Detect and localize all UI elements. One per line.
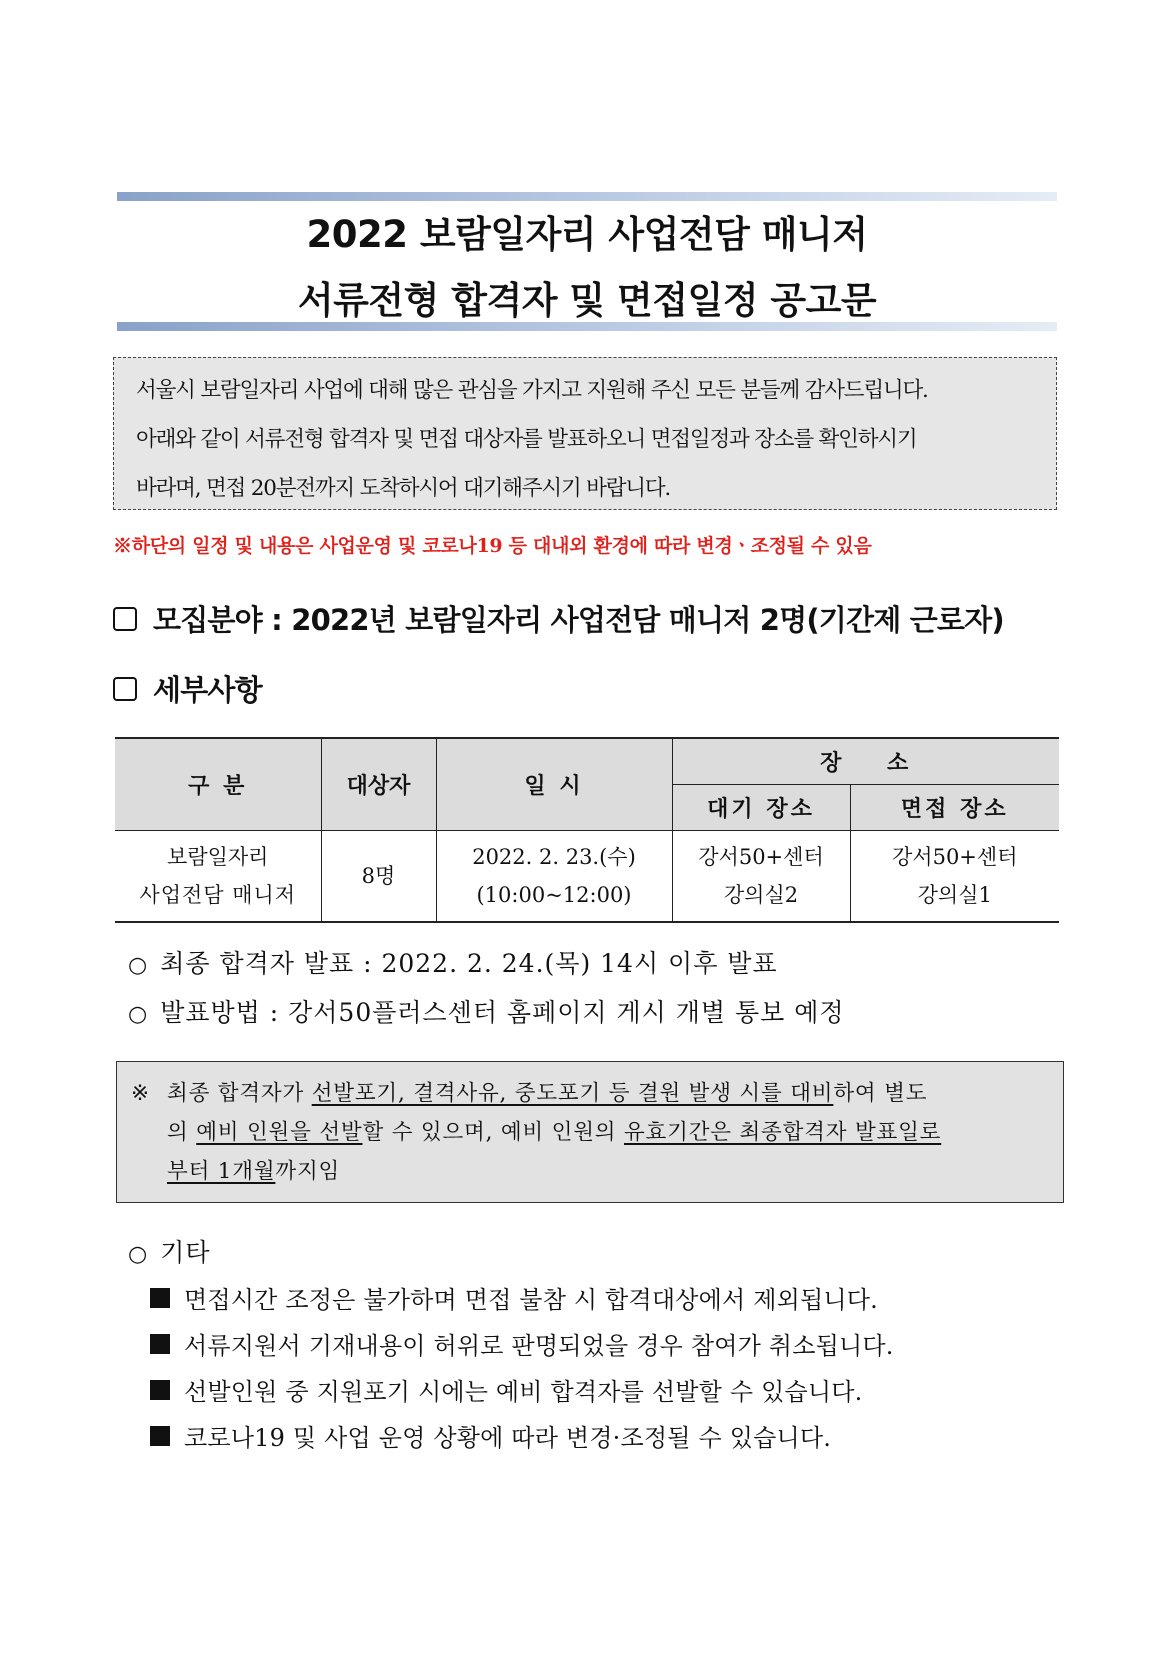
list-item: 면접시간 조정은 불가하며 면접 불참 시 합격대상에서 제외됩니다.	[150, 1280, 878, 1315]
section-detail	[113, 668, 262, 709]
intro-line-1: 서울시 보람일자리 사업에 대해 많은 관심을 가지고 지원해 주신 모든 분들께 감사드립니다.	[136, 378, 928, 403]
header-interview-place: 면접 장소	[850, 785, 1059, 831]
square-bullet-icon	[150, 1380, 170, 1400]
checkbox-icon	[113, 607, 137, 631]
intro-line-2: 아래와 같이 서류전형 합격자 및 면접 대상자를 발표하오니 면접일정과 장소를 확인하시기	[136, 427, 917, 452]
checkbox-icon	[113, 677, 137, 701]
cell-waiting-place: 강서50+센터 강의실2	[672, 831, 850, 923]
cell-datetime: 2022. 2. 23.(수) (10:00~12:00)	[436, 831, 672, 923]
cell-category: 보람일자리 사업전담 매니저	[115, 831, 321, 923]
cell-count: 8명	[321, 831, 436, 923]
final-announcement: ○ 최종 합격자 발표 : 2022. 2. 24.(목) 14시 이후 발표	[128, 949, 778, 978]
change-notice: ※하단의 일정 및 내용은 사업운영 및 코로나19 등 대내외 환경에 따라 변경ㆍ조정될 수 있음	[113, 535, 872, 557]
intro-box	[113, 357, 1057, 510]
square-bullet-icon	[150, 1334, 170, 1354]
reserve-note-box: ※ 최종 합격자가 선발포기, 결격사유, 중도포기 등 결원 발생 시를 대비하여 별도 의 예비 인원을 선발할 수 있으며, 예비 인원의 유효기간은 최종합격자 발표일로 부터 1개월까지임	[116, 1061, 1064, 1203]
etc-heading: ○ 기타	[128, 1238, 211, 1267]
header-category: 구 분	[115, 738, 321, 831]
header-place: 장 소	[672, 738, 1059, 785]
section-recruit	[113, 598, 1004, 639]
circle-bullet-icon: ○	[128, 953, 149, 978]
page-title-line1: 2022 보람일자리 사업전담 매니저	[306, 213, 868, 256]
schedule-table	[115, 737, 1059, 923]
page-title-line2: 서류전형 합격자 및 면접일정 공고문	[297, 279, 877, 322]
announcement-method: ○ 발표방법 : 강서50플러스센터 홈페이지 게시 개별 통보 예정	[128, 998, 845, 1027]
header-count: 대상자	[321, 738, 436, 831]
intro-line-3: 바라며, 면접 20분전까지 도착하시어 대기해주시기 바랍니다.	[136, 476, 671, 501]
cell-interview-place: 강서50+센터 강의실1	[850, 831, 1059, 923]
list-item: 코로나19 및 사업 운영 상황에 따라 변경·조정될 수 있습니다.	[150, 1418, 831, 1453]
list-item: 서류지원서 기재내용이 허위로 판명되었을 경우 참여가 취소됩니다.	[150, 1326, 894, 1361]
list-item: 선발인원 중 지원포기 시에는 예비 합격자를 선발할 수 있습니다.	[150, 1372, 862, 1407]
section-detail-text: 세부사항	[153, 673, 262, 707]
title-top-bar	[117, 192, 1057, 201]
section-recruit-text: 모집분야 : 2022년 보람일자리 사업전담 매니저 2명(기간제 근로자)	[153, 603, 1004, 637]
title-bottom-bar	[117, 322, 1057, 331]
circle-bullet-icon: ○	[128, 1002, 149, 1027]
square-bullet-icon	[150, 1426, 170, 1446]
header-waiting-place: 대기 장소	[672, 785, 850, 831]
reference-mark-icon: ※	[131, 1081, 150, 1106]
table-row	[115, 831, 1059, 923]
circle-bullet-icon: ○	[128, 1242, 149, 1267]
square-bullet-icon	[150, 1288, 170, 1308]
header-datetime: 일 시	[436, 738, 672, 831]
